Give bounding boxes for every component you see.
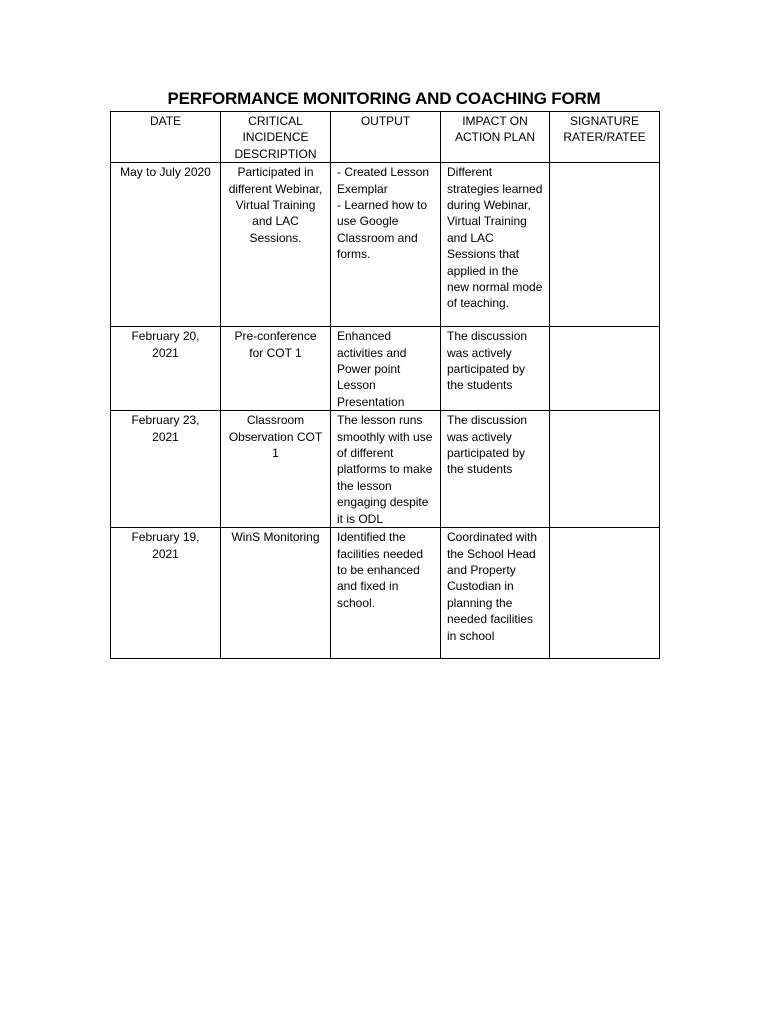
output-cell: Enhanced activities and Power point Lesson Presentation [331, 327, 441, 411]
table-row [111, 411, 660, 528]
output-cell: - Created Lesson Exemplar - Learned how to use Google Classroom and forms. [331, 163, 441, 327]
description-cell: Pre-conference for COT 1 [221, 327, 331, 411]
impact-cell: Coordinated with the School Head and Property Custodian in planning the needed facilities in school [441, 528, 550, 659]
table-row [111, 163, 660, 327]
signature-cell [550, 327, 660, 411]
column-header-signature: SIGNATURE RATER/RATEE [550, 112, 660, 163]
impact-cell: The discussion was actively participated by the students [441, 411, 550, 528]
description-cell: WinS Monitoring [221, 528, 331, 659]
table-row [111, 528, 660, 659]
impact-cell: Different strategies learned during Webinar, Virtual Training and LAC Sessions that applied in the new normal mode of teaching. [441, 163, 550, 327]
impact-cell: The discussion was actively participated by the students [441, 327, 550, 411]
description-cell: Classroom Observation COT 1 [221, 411, 331, 528]
output-cell: The lesson runs smoothly with use of different platforms to make the lesson engaging despite it is ODL [331, 411, 441, 528]
date-cell: February 23, 2021 [111, 411, 221, 528]
column-header-date: DATE [111, 112, 221, 163]
table-header-row [111, 112, 660, 163]
column-header-description: CRITICAL INCIDENCE DESCRIPTION [221, 112, 331, 163]
coaching-table [110, 111, 660, 659]
column-header-impact: IMPACT ON ACTION PLAN [441, 112, 550, 163]
signature-cell [550, 528, 660, 659]
column-header-output: OUTPUT [331, 112, 441, 163]
date-cell: February 20, 2021 [111, 327, 221, 411]
date-cell: February 19, 2021 [111, 528, 221, 659]
table-row [111, 327, 660, 411]
signature-cell [550, 163, 660, 327]
description-cell: Participated in different Webinar, Virtual Training and LAC Sessions. [221, 163, 331, 327]
date-cell: May to July 2020 [111, 163, 221, 327]
form-title: PERFORMANCE MONITORING AND COACHING FORM [167, 89, 601, 108]
output-cell: Identified the facilities needed to be enhanced and fixed in school. [331, 528, 441, 659]
signature-cell [550, 411, 660, 528]
